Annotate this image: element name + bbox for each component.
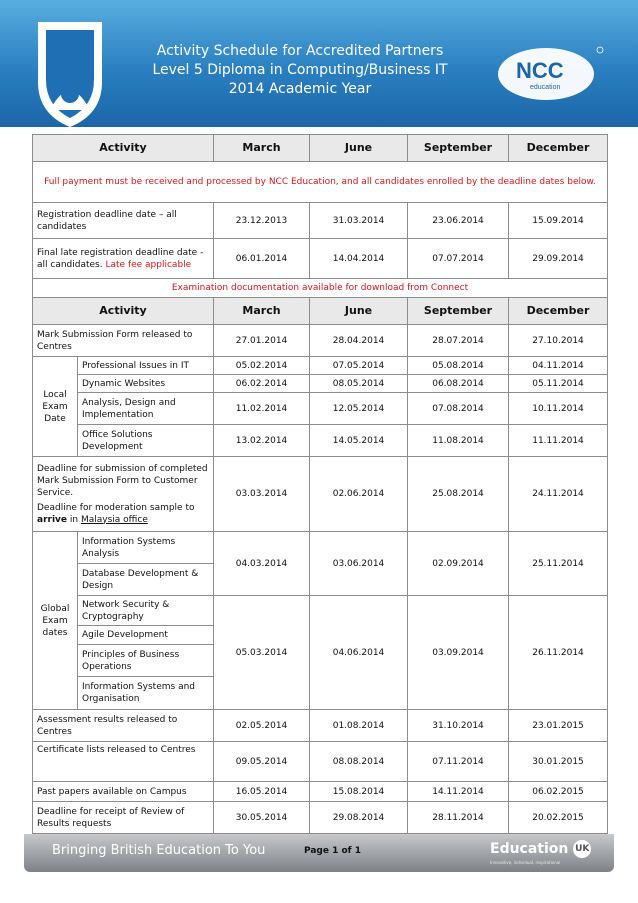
date-cell: 28.04.2014 [310, 325, 408, 357]
date-cell: 03.09.2014 [408, 596, 509, 710]
subject-label: Analysis, Design and Implementation [78, 393, 214, 425]
deadline-text-2-bold: arrive [37, 514, 68, 525]
table-row [33, 425, 608, 457]
subject-label: Office Solutions Development [78, 425, 214, 457]
payment-notice: Full payment must be received and processed by NCC Education, and all candidates enrolled by the deadline dates below. [33, 162, 608, 203]
deadline-text-2-location: Malaysia office [80, 514, 148, 525]
brand-text: Education [490, 841, 569, 857]
title-line-2: Level 5 Diploma in Computing/Business IT [152, 62, 448, 78]
date-cell: 06.08.2014 [408, 375, 509, 393]
payment-notice-row [33, 162, 608, 203]
subject-label: Principles of Business Operations [78, 645, 214, 677]
schedule-table [32, 134, 608, 834]
ncc-education-logo-icon [496, 44, 608, 104]
date-cell: 29.09.2014 [509, 239, 608, 279]
deadline-text-2-pre: Deadline for moderation sample to [37, 502, 195, 513]
page-number: Page 1 of 1 [304, 846, 361, 856]
table-row [33, 742, 608, 782]
table-row [33, 802, 608, 834]
row-label-text: Final late registration deadline date - all candidates. [37, 247, 204, 270]
education-uk-logo [490, 840, 591, 858]
table-row [33, 393, 608, 425]
date-cell: 16.05.2014 [214, 782, 310, 802]
date-cell: 14.05.2014 [310, 425, 408, 457]
subject-label: Information Systems Analysis [78, 532, 214, 564]
date-cell: 10.11.2014 [509, 393, 608, 425]
date-cell: 11.11.2014 [509, 425, 608, 457]
table-row [33, 457, 608, 532]
deadline-submission-label [33, 457, 214, 532]
header-row [33, 135, 608, 162]
row-label: Mark Submission Form released to Centres [33, 325, 214, 357]
docs-notice-row [33, 279, 608, 298]
date-cell: 25.08.2014 [408, 457, 509, 532]
col-header-march: March [214, 135, 310, 162]
uk-badge-icon: UK [573, 840, 591, 858]
date-cell: 07.07.2014 [408, 239, 509, 279]
col-header-activity: Activity [33, 298, 214, 325]
date-cell: 06.02.2014 [214, 375, 310, 393]
table-row [33, 596, 608, 626]
date-cell: 09.05.2014 [214, 742, 310, 782]
deadline-text-1: Deadline for submission of completed Mark Submission Form to Customer Service. [37, 463, 208, 498]
date-cell: 06.01.2014 [214, 239, 310, 279]
title-line-3: 2014 Academic Year [228, 81, 372, 97]
subject-label: Agile Development [78, 626, 214, 645]
date-cell: 27.10.2014 [509, 325, 608, 357]
date-cell: 07.11.2014 [408, 742, 509, 782]
date-cell: 01.08.2014 [310, 710, 408, 742]
late-fee-note: Late fee applicable [105, 259, 192, 270]
subject-label: Network Security & Cryptography [78, 596, 214, 626]
col-header-september: September [408, 135, 509, 162]
date-cell: 05.02.2014 [214, 357, 310, 375]
date-cell: 23.12.2013 [214, 203, 310, 239]
date-cell: 23.06.2014 [408, 203, 509, 239]
logo-text: NCC [516, 58, 564, 83]
date-cell: 04.06.2014 [310, 596, 408, 710]
date-cell: 28.11.2014 [408, 802, 509, 834]
date-cell: 05.08.2014 [408, 357, 509, 375]
docs-notice: Examination documentation available for download from Connect [33, 279, 608, 298]
table-row [33, 710, 608, 742]
col-header-december: December [509, 298, 608, 325]
global-exam-side-label: Global Exam dates [33, 532, 78, 710]
date-cell: 14.04.2014 [310, 239, 408, 279]
date-cell: 28.07.2014 [408, 325, 509, 357]
date-cell: 27.01.2014 [214, 325, 310, 357]
date-cell: 08.08.2014 [310, 742, 408, 782]
date-cell: 12.05.2014 [310, 393, 408, 425]
col-header-march: March [214, 298, 310, 325]
row-label: Past papers available on Campus [33, 782, 214, 802]
shield-logo-icon [30, 22, 110, 127]
date-cell: 26.11.2014 [509, 596, 608, 710]
table-row [33, 357, 608, 375]
date-cell: 13.02.2014 [214, 425, 310, 457]
title-line-1: Activity Schedule for Accredited Partners [156, 43, 444, 59]
table-row [33, 203, 608, 239]
deadline-text-2-mid: in [69, 514, 79, 525]
date-cell: 04.11.2014 [509, 357, 608, 375]
date-cell: 31.03.2014 [310, 203, 408, 239]
page-header [0, 0, 638, 127]
col-header-june: June [310, 298, 408, 325]
table-row [33, 325, 608, 357]
subject-label: Database Development & Design [78, 564, 214, 596]
date-cell: 29.08.2014 [310, 802, 408, 834]
date-cell: 05.03.2014 [214, 596, 310, 710]
date-cell: 06.02.2015 [509, 782, 608, 802]
deadline-text-2 [37, 502, 209, 526]
date-cell: 05.11.2014 [509, 375, 608, 393]
col-header-september: September [408, 298, 509, 325]
date-cell: 30.01.2015 [509, 742, 608, 782]
date-cell: 30.05.2014 [214, 802, 310, 834]
date-cell: 15.09.2014 [509, 203, 608, 239]
page-footer [24, 834, 614, 872]
col-header-june: June [310, 135, 408, 162]
row-label: Certificate lists released to Centres [33, 742, 214, 782]
table-row [33, 375, 608, 393]
table-row [33, 239, 608, 279]
subject-label: Information Systems and Organisation [78, 677, 214, 710]
date-cell: 07.08.2014 [408, 393, 509, 425]
date-cell: 08.05.2014 [310, 375, 408, 393]
date-cell: 04.03.2014 [214, 532, 310, 596]
date-cell: 14.11.2014 [408, 782, 509, 802]
date-cell: 15.08.2014 [310, 782, 408, 802]
table-row [33, 532, 608, 564]
date-cell: 31.10.2014 [408, 710, 509, 742]
col-header-december: December [509, 135, 608, 162]
date-cell: 02.09.2014 [408, 532, 509, 596]
footer-slogan: Bringing British Education To You [52, 843, 266, 858]
brand-tagline: Innovative, individual, inspirational [490, 860, 561, 865]
date-cell: 23.01.2015 [509, 710, 608, 742]
logo-subtext: education [530, 84, 561, 91]
date-cell: 24.11.2014 [509, 457, 608, 532]
date-cell: 11.08.2014 [408, 425, 509, 457]
document-title [110, 42, 490, 99]
header-row [33, 298, 608, 325]
date-cell: 02.06.2014 [310, 457, 408, 532]
date-cell: 02.05.2014 [214, 710, 310, 742]
date-cell: 03.03.2014 [214, 457, 310, 532]
col-header-activity: Activity [33, 135, 214, 162]
date-cell: 25.11.2014 [509, 532, 608, 596]
date-cell: 20.02.2015 [509, 802, 608, 834]
date-cell: 07.05.2014 [310, 357, 408, 375]
row-label: Assessment results released to Centres [33, 710, 214, 742]
subject-label: Professional Issues in IT [78, 357, 214, 375]
date-cell: 03.06.2014 [310, 532, 408, 596]
local-exam-side-label: Local Exam Date [33, 357, 78, 457]
row-label [33, 239, 214, 279]
row-label: Registration deadline date – all candidates [33, 203, 214, 239]
date-cell: 11.02.2014 [214, 393, 310, 425]
row-label: Deadline for receipt of Review of Results requests [33, 802, 214, 834]
subject-label: Dynamic Websites [78, 375, 214, 393]
table-row [33, 782, 608, 802]
